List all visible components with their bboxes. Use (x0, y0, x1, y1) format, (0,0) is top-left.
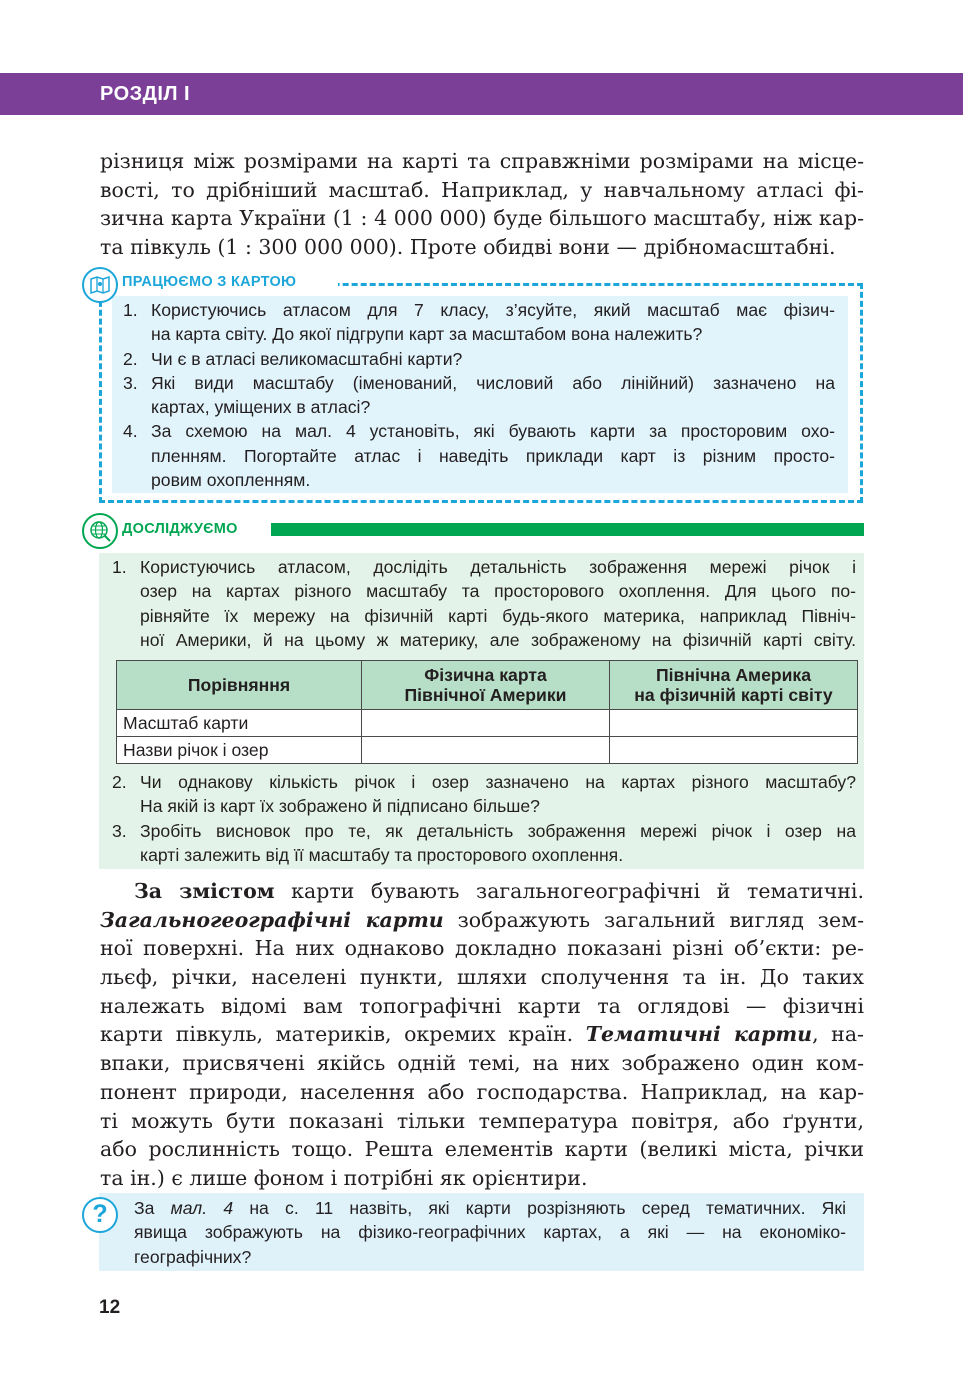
list-item (123, 419, 835, 492)
text-line: та півкуль (1 : 300 000 000). Проте обидві вони — дрібномасштабні. (100, 235, 836, 260)
text-line: ної поверхні. На них однаково докладно показані різні об’єкти: ре- (100, 936, 864, 961)
item-number: 2. (112, 772, 127, 792)
item-line: Користуючись атласом для 7 класу, з’ясуйте, який масштаб має фізич- (151, 300, 835, 320)
list-item (112, 555, 856, 652)
research-list-2 (112, 770, 856, 867)
table-row (117, 710, 858, 737)
table-header-cell (117, 661, 362, 710)
research-list-1 (112, 555, 856, 652)
table-cell (610, 710, 858, 737)
globe-magnifier-icon (82, 513, 118, 549)
text-line (100, 906, 864, 935)
text-line: або рослинність тощо. Решта елементів карти (великі міста, річки (100, 1137, 864, 1162)
main-paragraph (100, 877, 864, 1193)
header-text: Фізична карта (424, 665, 547, 685)
item-line: ровим охопленням. (151, 470, 311, 491)
table-cell (610, 737, 858, 764)
table-header-cell (362, 661, 610, 710)
table-header-row (117, 661, 858, 710)
item-line: ної Америки, й на цьому ж материку, але зображеному на фізичній карті світу. (140, 629, 856, 650)
text-line: та ін.) є лише фоном і потрібні як орієнтири. (100, 1165, 588, 1190)
bold-italic-term: Загальногеографічні карти (100, 907, 444, 932)
text-run: зображують загальний вигляд зем- (443, 907, 864, 932)
bold-term: За змістом (134, 879, 275, 903)
table-cell (362, 710, 610, 737)
text-run: , на- (812, 1022, 864, 1047)
item-line: на карта світу. До якої підгрупи карт за масштабом вона належить? (151, 324, 703, 345)
question-line: явища зображують на фізико-географічних картах, а які — на економіко- (134, 1222, 846, 1243)
list-item (123, 347, 835, 371)
question-icon: ? (82, 1197, 118, 1233)
text-line: належать відомі вам топографічні карти та оглядові — фізичні (100, 993, 864, 1018)
item-number: 3. (112, 820, 127, 841)
research-bar (271, 523, 864, 536)
text-line: різниця між розмірами на карті та справжніми розмірами на місце- (100, 149, 864, 173)
item-line: карті залежить від її масштабу та просторового охоплення. (140, 844, 624, 865)
item-line: Чи однакову кількість річок і озер зазначено на картах різного масштабу? (140, 772, 856, 792)
research-title: ДОСЛІДЖУЄМО (122, 521, 238, 537)
item-line: пленням. Погортайте атлас і наведіть приклади карт із різним просто- (151, 445, 835, 466)
item-number: 1. (112, 557, 127, 577)
list-item (112, 819, 856, 868)
item-number: 4. (123, 421, 138, 442)
section-title: РОЗДІЛ І (100, 83, 191, 105)
table-row (117, 737, 858, 764)
text-line (100, 877, 864, 906)
item-line: Користуючись атласом, дослідіть детальність зображення мережі річок і (140, 557, 856, 577)
text-line: ті можуть бути показані тільки температура повітря, або ґрунти, (100, 1108, 864, 1133)
item-line: На якій із карт їх зображено й підписано більше? (140, 796, 540, 817)
item-number: 1. (123, 300, 138, 320)
text-run: За (134, 1198, 171, 1218)
item-line: Які види масштабу (іменований, числовий або лінійний) зазначено на (151, 372, 835, 393)
item-number: 2. (123, 348, 138, 369)
item-line: рівняйте їх мережу на фізичній карті будь-якого материка, наприклад Північ- (140, 605, 856, 626)
item-line: картах, уміщених в атласі? (151, 397, 371, 418)
comparison-table (116, 660, 858, 764)
page-number: 12 (99, 1297, 121, 1318)
map-book-icon (82, 267, 118, 303)
text-line: льєф, річки, населені пункти, шляхи сполучення та ін. До таких (100, 965, 864, 990)
item-line: Чи є в атласі великомасштабні карти? (151, 348, 463, 369)
text-run: карти півкуль, материків, окремих країн. (100, 1022, 586, 1047)
question-line (134, 1196, 846, 1220)
question-text (134, 1196, 846, 1269)
header-text: Північна Америка (655, 665, 812, 685)
question-line: географічних? (134, 1246, 252, 1267)
item-line: Зробіть висновок про те, як детальність зображення мережі річок і озер на (140, 820, 856, 841)
bold-italic-term: Тематичні карти (585, 1022, 813, 1047)
list-item (123, 298, 835, 347)
italic-ref: мал. 4 (170, 1198, 234, 1218)
map-work-list (123, 298, 835, 492)
text-line: впаки, присвячені якійсь одній темі, на них зображено один ком- (100, 1051, 864, 1076)
table-cell: Масштаб карти (117, 710, 362, 737)
item-line: За схемою на мал. 4 установіть, які бувають карти за просторовим охо- (151, 421, 835, 442)
header-text: Порівняння (187, 675, 291, 695)
table-header-cell (610, 661, 858, 710)
text-line: понент природи, населення або господарства. Наприклад, на кар- (100, 1079, 864, 1104)
intro-paragraph (100, 147, 864, 262)
text-line: вості, то дрібніший масштаб. Наприклад, у навчальному атласі фі- (100, 177, 864, 202)
map-work-title: ПРАЦЮЄМО З КАРТОЮ (122, 274, 297, 290)
text-run: на с. 11 назвіть, які карти розрізняють серед тематичних. Які (233, 1198, 846, 1218)
item-line: озер на картах різного масштабу та просторового охоплення. Для цього по- (140, 581, 856, 602)
list-item (112, 770, 856, 819)
text-line (100, 1020, 864, 1049)
text-line: зична карта України (1 : 4 000 000) буде більшого масштабу, ніж кар- (100, 206, 864, 231)
header-text: Північної Америки (404, 685, 567, 705)
header-text: на фізичній карті світу (634, 685, 833, 705)
item-number: 3. (123, 372, 138, 393)
table-cell: Назви річок і озер (117, 737, 362, 764)
table-cell (362, 737, 610, 764)
text-run: карти бувають загальногеографічні й тематичні. (274, 879, 864, 903)
list-item (123, 371, 835, 420)
section-header (0, 73, 963, 115)
